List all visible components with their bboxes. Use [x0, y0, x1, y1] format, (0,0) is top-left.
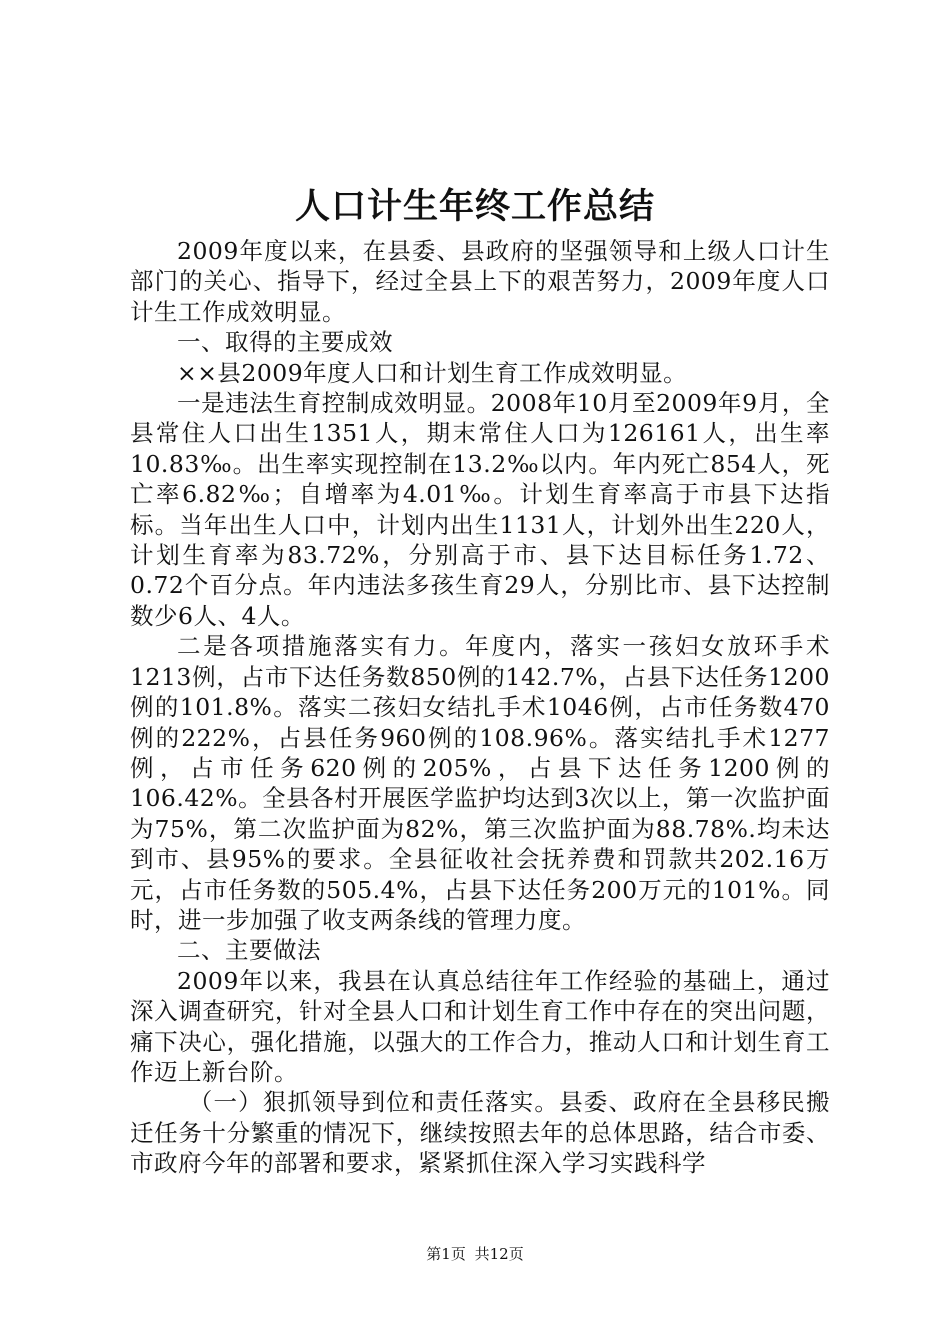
paragraph-methods-intro: 2009年以来，我县在认真总结往年工作经验的基础上，通过深入调查研究，针对全县人口和计划生育工作中存在的突出问题，痛下决心，强化措施，以强大的工作合力，推动人口和计划生育工作迈上新台阶。 — [130, 966, 830, 1086]
paragraph-birth-control: 一是违法生育控制成效明显。2008年10月至2009年9月，全县常住人口出生1351人，期末常住人口为126161人，出生率10.83‰。出生率实现控制在13.2‰以内。年内死亡854人，死亡率6.82‰；自增率为4.01‰。计划生育率高于市县下达指标。当年出生人口中，计划内出生1131人，计划外出生220人，计划生育率为83.72%，分别高于市、县下达目标任务1.72、0.72个百分点。年内违法多孩生育29人，分别比市、县下达控制数少6人、4人。 — [130, 389, 830, 630]
document-title: 人口计生年终工作总结 — [294, 186, 655, 227]
paragraph-leadership: （一）狠抓领导到位和责任落实。县委、政府在全县移民搬迁任务十分繁重的情况下，继续按照去年的总体思路，结合市委、市政府今年的部署和要求，紧紧抓住深入学习实践科学 — [130, 1088, 830, 1178]
paragraph-intro: 2009年度以来，在县委、县政府的坚强领导和上级人口计生部门的关心、指导下，经过全县上下的艰苦努力，2009年度人口计生工作成效明显。 — [130, 237, 830, 326]
paragraph-summary: ××县2009年度人口和计划生育工作成效明显。 — [177, 358, 688, 387]
section-heading-methods: 二、主要做法 — [177, 936, 321, 965]
document-body — [130, 236, 830, 1179]
page-number: 第1页 — [426, 1245, 466, 1263]
paragraph-measures: 二是各项措施落实有力。年度内，落实一孩妇女放环手术1213例，占市下达任务数850例的142.7%，占县下达任务1200例的101.8%。落实二孩妇女结扎手术1046例，占市任务数470例的222%，占县任务960例的108.96%。落实结扎手术1277例，占市任务620例的205%，占县下达任务1200例的106.42%。全县各村开展医学监护均达到3次以上，第一次监护面为75%，第二次监护面为82%，第三次监护面为88.78%.均未达到市、县95%的要求。全县征收社会抚养费和罚款共202.16万元，占市任务数的505.4%，占县下达任务200万元的101%。同时，进一步加强了收支两条线的管理力度。 — [130, 632, 830, 934]
section-heading-achievements: 一、取得的主要成效 — [177, 328, 393, 357]
total-pages: 共12页 — [474, 1245, 524, 1263]
page-footer — [0, 1244, 950, 1264]
